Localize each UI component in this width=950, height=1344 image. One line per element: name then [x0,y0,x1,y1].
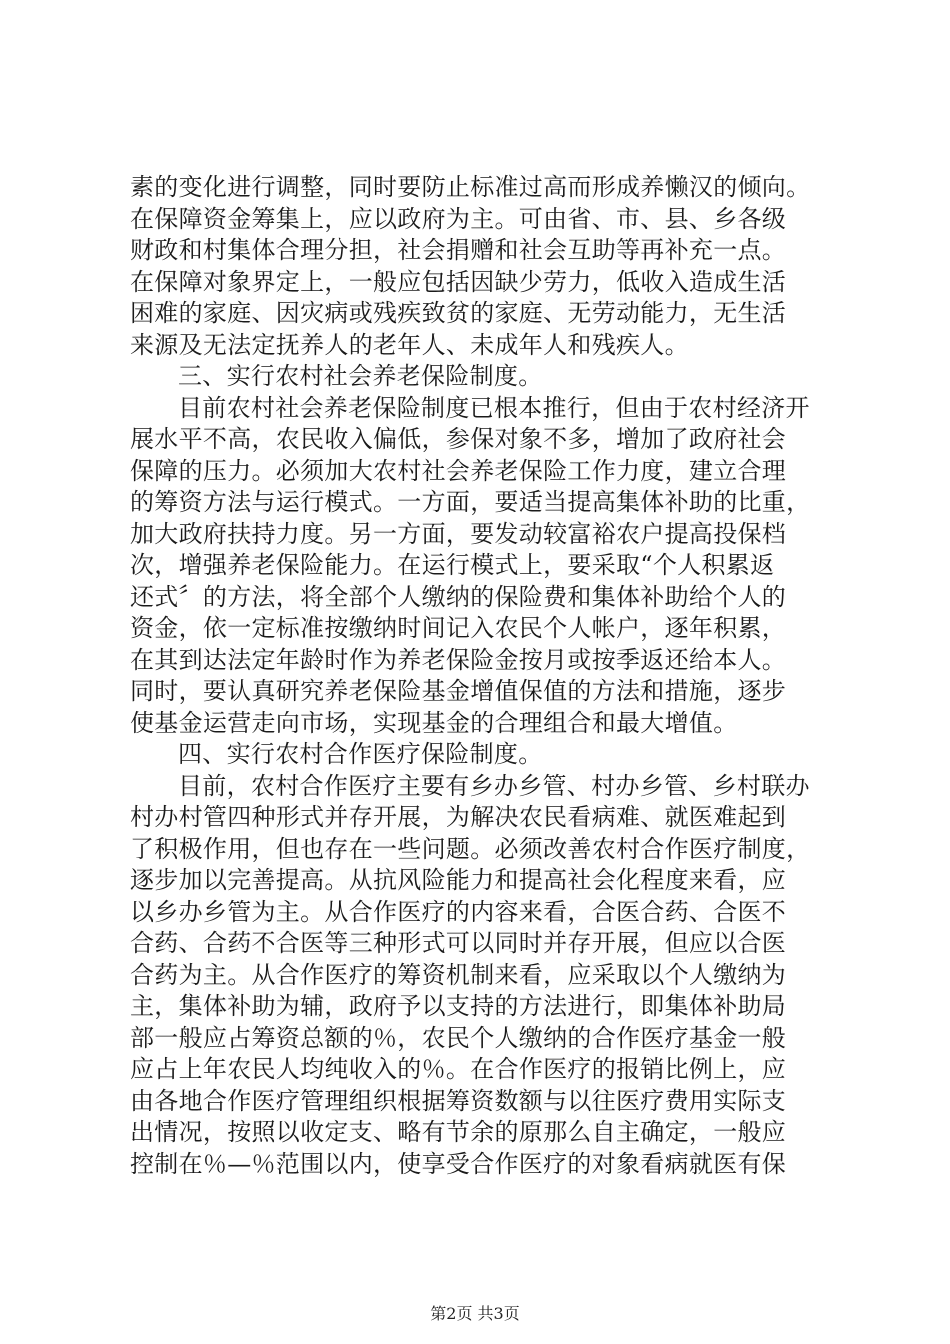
text-line: 加大政府扶持力度。另一方面，要发动较富裕农户提高投保档 [130,519,787,548]
paragraph-first-line: 目前农村社会养老保险制度已根本推行，但由于农村经济开 [178,393,810,422]
text-line: 在保障对象界定上，一般应包括因缺少劳力，低收入造成生活 [130,267,787,296]
text-line: 控制在％—％范围以内，使享受合作医疗的对象看病就医有保 [130,1149,787,1178]
text-line: 合药为主。从合作医疗的筹资机制来看，应采取以个人缴纳为 [130,960,787,989]
text-line: 保障的压力。必须加大农村社会养老保险工作力度，建立合理 [130,456,787,485]
text-line: 来源及无法定抚养人的老年人、未成年人和残疾人。 [130,330,689,359]
text-line: 素的变化进行调整，同时要防止标准过高而形成养懒汉的倾向。 [130,173,811,201]
text-line: 展水平不高，农民收入偏低，参保对象不多，增加了政府社会 [130,425,787,453]
text-line: 出情况，按照以收定支、略有节余的原那么自主确定，一般应 [130,1118,787,1146]
text-line: 困难的家庭、因灾病或残疾致贫的家庭、无劳动能力，无生活 [130,299,787,327]
text-line: 合药、合药不合医等三种形式可以同时并存开展，但应以合医 [130,929,787,957]
text-line: 部一般应占筹资总额的％，农民个人缴纳的合作医疗基金一般 [130,1023,787,1052]
text-line: 在其到达法定年龄时作为养老保险金按月或按季返还给本人。 [130,645,787,674]
page-number-footer: 第2页 共3页 [430,1304,520,1323]
text-line: 以乡办乡管为主。从合作医疗的内容来看，合医合药、合医不 [130,897,787,926]
text-line: 的筹资方法与运行模式。一方面，要适当提高集体补助的比重， [130,488,811,516]
text-line: 在保障资金筹集上，应以政府为主。可由省、市、县、乡各级 [130,204,787,233]
text-line: 同时，要认真研究养老保险基金增值保值的方法和措施，逐步 [130,677,787,705]
text-line: 了积极作用，但也存在一些问题。必须改善农村合作医疗制度， [130,834,811,863]
text-line: 应占上年农民人均纯收入的％。在合作医疗的报销比例上，应 [130,1055,787,1083]
paragraph-first-line: 目前，农村合作医疗主要有乡办乡管、村办乡管、乡村联办 [178,771,810,800]
text-line: 次，增强养老保险能力。在运行模式上，要采取“个人积累返 [130,551,775,579]
text-line: 村办村管四种形式并存开展，为解决农民看病难、就医难起到 [130,803,787,831]
section-heading: 三、实行农村社会养老保险制度。 [178,362,543,390]
text-line: 资金，依一定标准按缴纳时间记入农民个人帐户，逐年积累， [130,614,787,642]
section-heading: 四、实行农村合作医疗保险制度。 [178,740,543,768]
document-body [130,172,830,1180]
text-line: 还式〞的方法，将全部个人缴纳的保险费和集体补助给个人的 [130,582,787,611]
text-line: 逐步加以完善提高。从抗风险能力和提高社会化程度来看，应 [130,866,787,894]
text-line: 使基金运营走向市场，实现基金的合理组合和最大增值。 [130,708,738,737]
text-line: 由各地合作医疗管理组织根据筹资数额与以往医疗费用实际支 [130,1086,787,1115]
text-line: 财政和村集体合理分担，社会捐赠和社会互助等再补充一点。 [130,236,787,264]
text-line: 主，集体补助为辅，政府予以支持的方法进行，即集体补助局 [130,992,787,1020]
